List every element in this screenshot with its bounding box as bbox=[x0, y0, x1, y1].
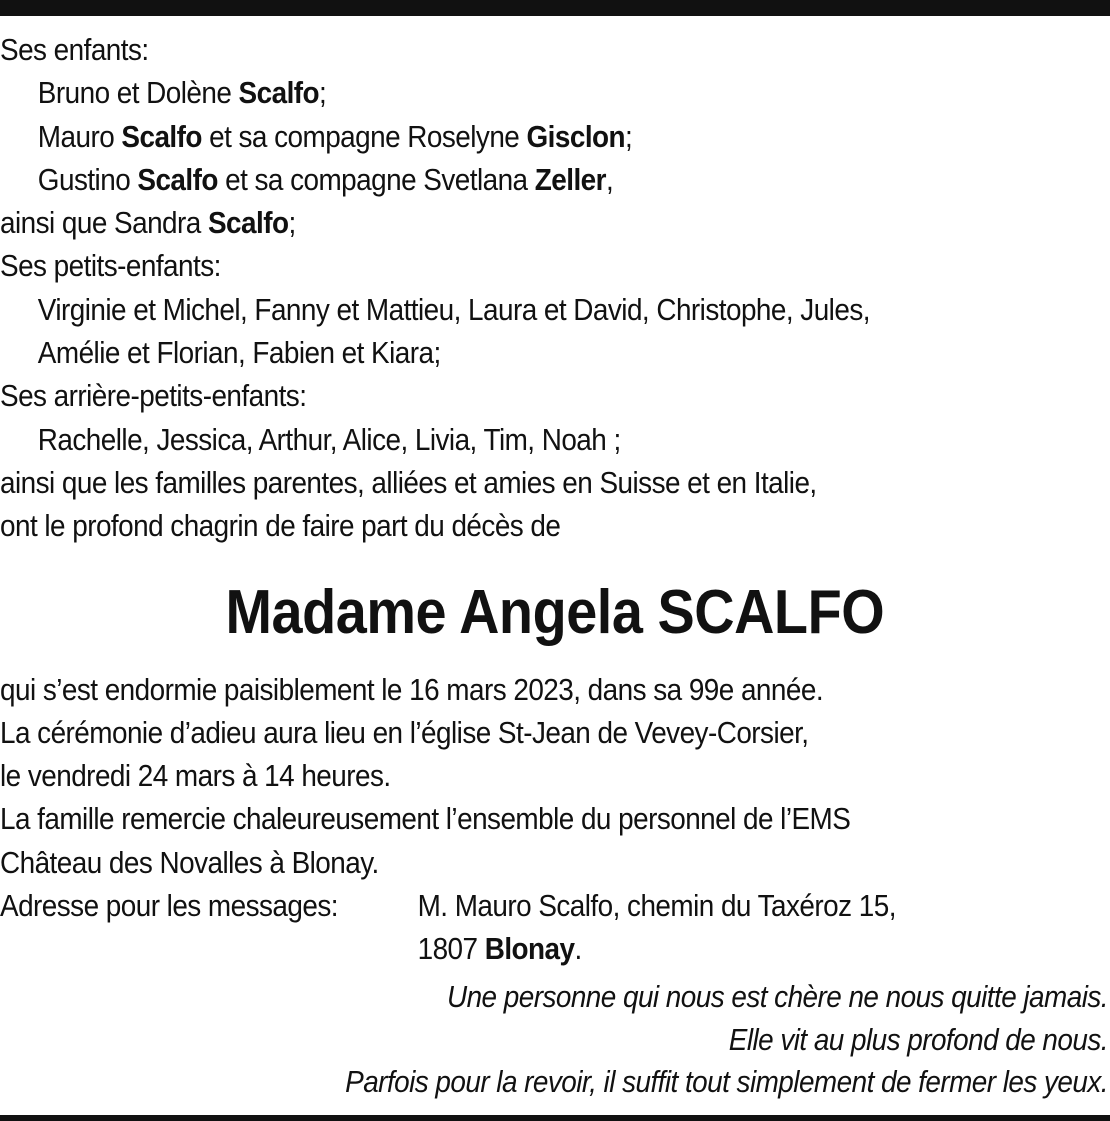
address-row-1 bbox=[0, 884, 999, 927]
child-line-1 bbox=[0, 71, 999, 114]
punctuation: ; bbox=[288, 205, 296, 241]
child3-partner-text: et sa compagne Svetlana bbox=[217, 161, 535, 197]
also-surname: Scalfo bbox=[207, 205, 289, 241]
punctuation: . bbox=[574, 931, 582, 967]
address-line-2 bbox=[418, 927, 582, 970]
memorial-quote bbox=[208, 976, 1108, 1104]
children-heading: Ses enfants: bbox=[0, 32, 149, 67]
relatives-line: ainsi que les familles parentes, alliées et amies en Suisse et en Italie, bbox=[0, 464, 817, 500]
address-label-spacer bbox=[0, 927, 418, 970]
address-line-1: M. Mauro Scalfo, chemin du Taxéroz 15, bbox=[417, 888, 896, 924]
address-row-2 bbox=[0, 927, 999, 970]
child2-partner-text: et sa compagne Roselyne bbox=[201, 118, 527, 154]
grandchildren-line-2: Amélie et Florian, Fabien et Kiara; bbox=[37, 335, 441, 371]
address-label: Adresse pour les messages: bbox=[0, 888, 338, 924]
quote-line-3: Parfois pour la revoir, il suffit tout simplement de fermer les yeux. bbox=[345, 1064, 1108, 1099]
quote-line-2: Elle vit au plus profond de nous. bbox=[728, 1021, 1108, 1057]
quote-line-1: Une personne qui nous est chère ne nous quitte jamais. bbox=[446, 979, 1108, 1014]
child2-given-name: Mauro bbox=[37, 118, 122, 154]
obituary-body bbox=[0, 28, 999, 971]
child2-surname: Scalfo bbox=[121, 118, 202, 154]
punctuation: ; bbox=[319, 75, 327, 111]
child1-given-names: Bruno et Dolène bbox=[37, 75, 239, 111]
address-city: Blonay bbox=[484, 931, 575, 967]
child2-partner-surname: Gisclon bbox=[526, 118, 626, 154]
great-grandchildren-heading: Ses arrière-petits-enfants: bbox=[0, 378, 307, 414]
top-border-rule bbox=[0, 0, 1110, 16]
punctuation: , bbox=[605, 161, 614, 197]
child-line-3 bbox=[0, 158, 999, 201]
great-grandchildren-line: Rachelle, Jessica, Arthur, Alice, Livia, Tim, Noah ; bbox=[37, 421, 621, 457]
deceased-name-heading: Madame Angela SCALFO bbox=[225, 577, 885, 647]
child3-partner-surname: Zeller bbox=[534, 161, 606, 197]
grandchildren-line-1: Virginie et Michel, Fanny et Mattieu, Laura et David, Christophe, Jules, bbox=[37, 291, 870, 327]
details-line-2: La cérémonie d’adieu aura lieu en l’église St-Jean de Vevey-Corsier, bbox=[0, 714, 809, 750]
details-line-5: Château des Novalles à Blonay. bbox=[0, 844, 379, 880]
child3-given-name: Gustino bbox=[37, 161, 138, 197]
child1-surname: Scalfo bbox=[238, 75, 320, 111]
announcement-line: ont le profond chagrin de faire part du décès de bbox=[0, 508, 561, 544]
details-line-3: le vendredi 24 mars à 14 heures. bbox=[0, 758, 391, 794]
bottom-border-rule bbox=[0, 1115, 1110, 1121]
also-line bbox=[0, 201, 999, 244]
details-line-4: La famille remercie chaleureusement l’ensemble du personnel de l’EMS bbox=[0, 801, 851, 837]
postal-code: 1807 bbox=[417, 931, 485, 967]
child3-surname: Scalfo bbox=[137, 161, 218, 197]
punctuation: ; bbox=[625, 118, 633, 154]
also-text: ainsi que Sandra bbox=[0, 205, 208, 241]
details-line-1: qui s’est endormie paisiblement le 16 mars 2023, dans sa 99e année. bbox=[0, 671, 824, 707]
grandchildren-heading: Ses petits-enfants: bbox=[0, 248, 221, 284]
child-line-2 bbox=[0, 115, 999, 158]
